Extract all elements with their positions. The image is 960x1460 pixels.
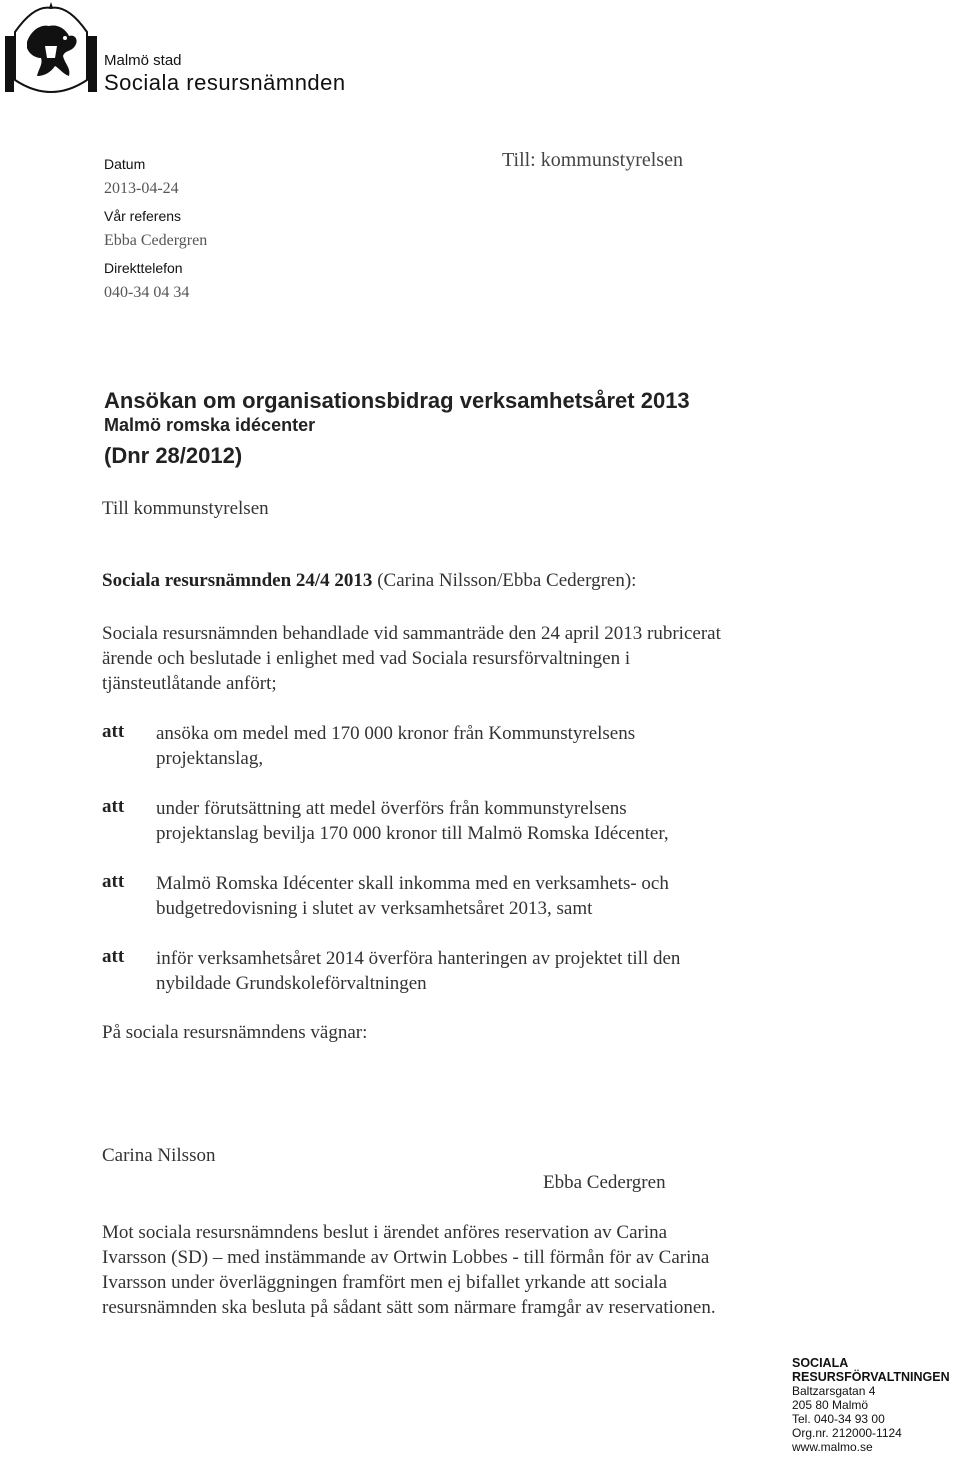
att-item [156, 721, 796, 771]
org-city: Malmö stad [104, 52, 182, 69]
footer-contact [792, 1356, 950, 1454]
att-item-line: inför verksamhetsåret 2014 överföra hanteringen av projektet till den [156, 948, 681, 969]
decision-paragraph [102, 621, 722, 696]
recipient-line: Till: kommunstyrelsen [502, 149, 683, 171]
footer-phone: Tel. 040-34 93 00 [792, 1412, 885, 1426]
phone-value: 040-34 04 34 [104, 284, 190, 301]
att-label: att [102, 871, 125, 892]
regards-line: På sociala resursnämndens vägnar: [102, 1022, 368, 1043]
date-label: Datum [104, 156, 146, 172]
att-label: att [102, 946, 125, 967]
case-number: (Dnr 28/2012) [104, 443, 243, 468]
att-item-line: ansöka om medel med 170 000 kronor från Kommunstyrelsens [156, 723, 636, 744]
footer-address: Baltzarsgatan 4 [792, 1384, 876, 1398]
att-item-line: budgetredovisning i slutet av verksamhetsåret 2013, samt [156, 898, 593, 919]
decision-heading-bold: Sociala resursnämnden 24/4 2013 [102, 570, 373, 591]
footer-postal: 205 80 Malmö [792, 1398, 869, 1412]
decision-heading [102, 570, 636, 592]
paragraph-line: ärende och beslutade i enlighet med vad Sociala resursförvaltningen i [102, 648, 631, 669]
att-item-line: Malmö Romska Idécenter skall inkomma med en verksamhets- och [156, 873, 669, 894]
reservation-paragraph [102, 1220, 800, 1320]
att-item-line: projektanslag bevilja 170 000 kronor till Malmö Romska Idécenter, [156, 823, 669, 844]
date-value: 2013-04-24 [104, 180, 179, 197]
att-item [156, 796, 796, 846]
att-item-line: under förutsättning att medel överförs från kommunstyrelsens [156, 798, 627, 819]
att-item-line: projektanslag, [156, 748, 264, 769]
reservation-line: Ivarsson under överläggningen framfört men ej bifallet yrkande att sociala [102, 1272, 668, 1293]
paragraph-line: Sociala resursnämnden behandlade vid sammanträde den 24 april 2013 rubricerat [102, 623, 721, 644]
reservation-line: Ivarsson (SD) – med instämmande av Ortwin Lobbes - till förmån för av Carina [102, 1247, 710, 1268]
footer-dept-line: SOCIALA [792, 1356, 849, 1370]
addressee: Till kommunstyrelsen [102, 498, 269, 519]
phone-label: Direkttelefon [104, 260, 183, 276]
reference-value: Ebba Cedergren [104, 232, 208, 249]
att-label: att [102, 796, 125, 817]
org-board-name: Sociala resursnämnden [104, 70, 346, 95]
footer-dept-line: RESURSFÖRVALTNINGEN [792, 1370, 950, 1384]
att-label: att [102, 721, 125, 742]
reference-label: Vår referens [104, 208, 182, 224]
signatory-1: Carina Nilsson [102, 1145, 216, 1166]
footer-orgnr: Org.nr. 212000-1124 [792, 1426, 902, 1440]
footer-web: www.malmo.se [792, 1440, 873, 1454]
reservation-line: resursnämnden ska besluta på sådant sätt som närmare framgår av reservationen. [102, 1297, 716, 1318]
reservation-line: Mot sociala resursnämndens beslut i ärendet anföres reservation av Carina [102, 1222, 668, 1243]
att-item [156, 871, 796, 921]
decision-heading-rest: (Carina Nilsson/Ebba Cedergren): [372, 570, 637, 591]
document-subtitle: Malmö romska idécenter [104, 415, 316, 435]
document-title: Ansökan om organisationsbidrag verksamhetsåret 2013 [104, 388, 690, 413]
malmo-coat-of-arms-logo [5, 2, 97, 94]
signatory-2: Ebba Cedergren [543, 1172, 666, 1193]
paragraph-line: tjänsteutlåtande anfört; [102, 673, 277, 694]
att-item-line: nybildade Grundskoleförvaltningen [156, 973, 427, 994]
att-item [156, 946, 796, 996]
